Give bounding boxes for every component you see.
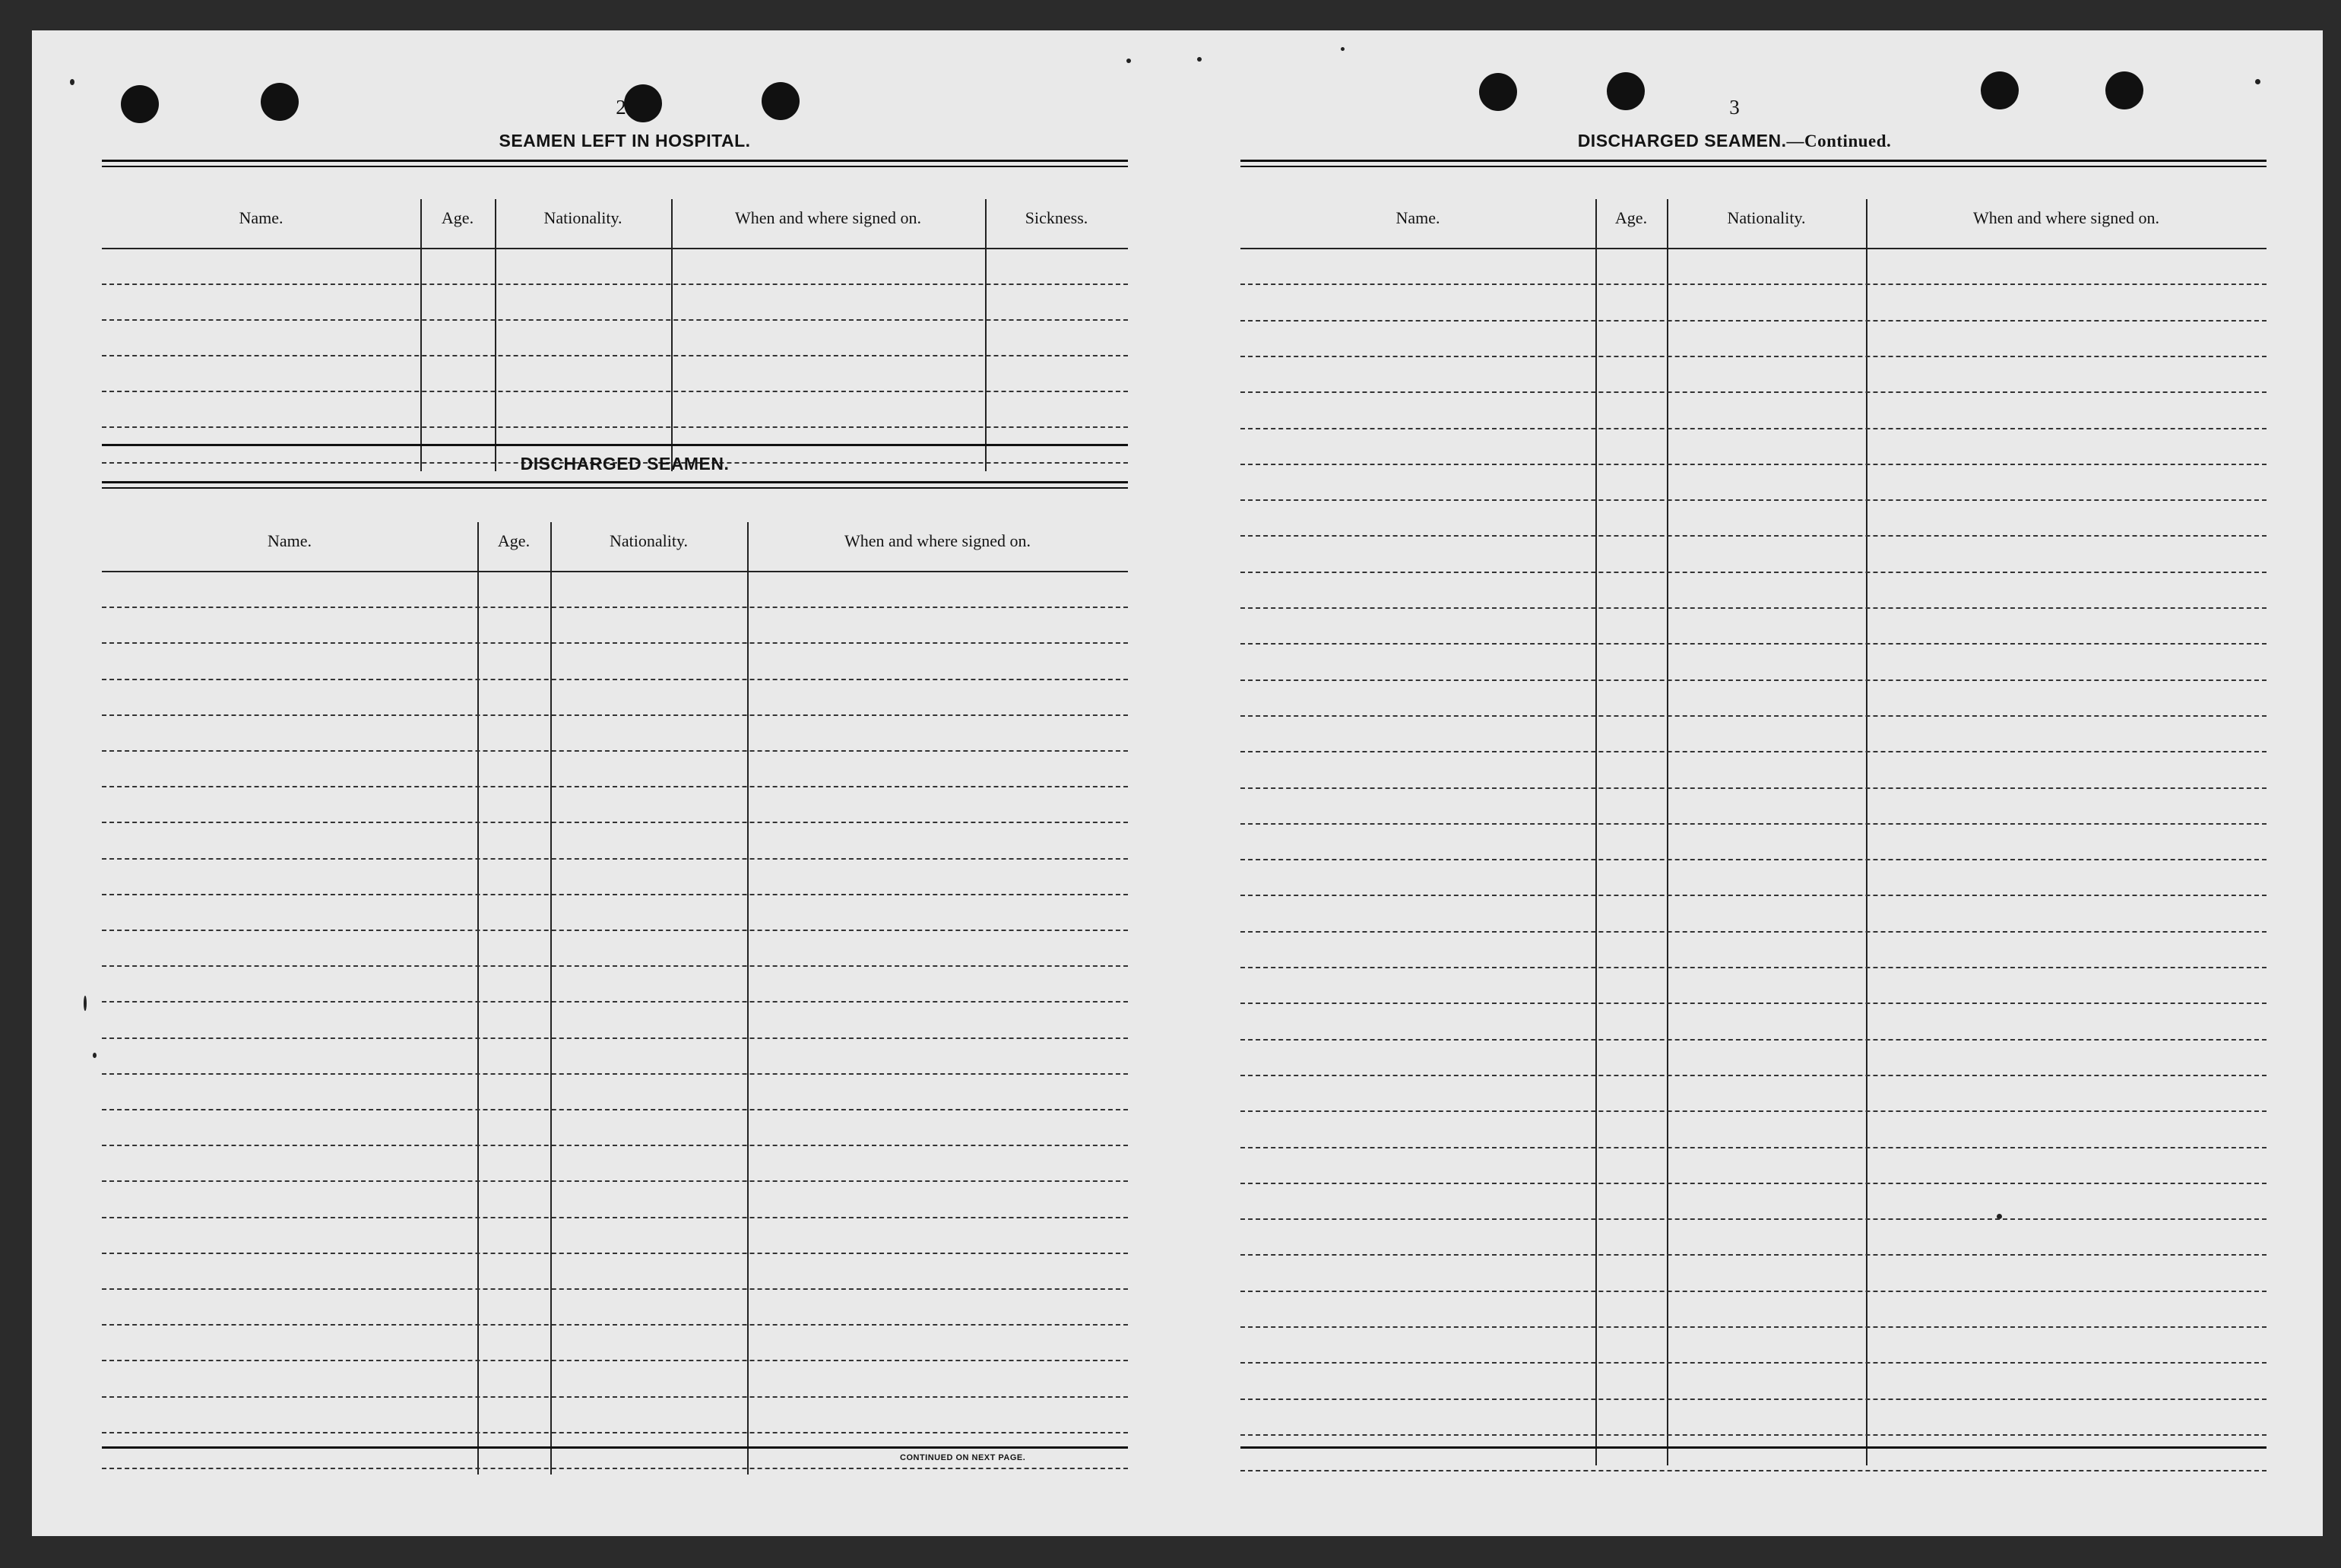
table-row[interactable] bbox=[1240, 499, 2267, 501]
table-row[interactable] bbox=[1240, 931, 2267, 933]
continued-footnote: CONTINUED ON NEXT PAGE. bbox=[900, 1453, 1026, 1462]
punch-hole bbox=[2105, 71, 2143, 109]
table-row[interactable] bbox=[102, 1037, 1128, 1039]
table-row[interactable] bbox=[102, 642, 1128, 644]
column-header: Name. bbox=[239, 208, 284, 227]
table-row[interactable] bbox=[1240, 1470, 2267, 1471]
table-row[interactable] bbox=[1240, 607, 2267, 609]
section-rule bbox=[102, 444, 1128, 446]
table-row[interactable] bbox=[1240, 1147, 2267, 1148]
table-row[interactable] bbox=[1240, 859, 2267, 860]
table-row[interactable] bbox=[102, 714, 1128, 716]
table-row[interactable] bbox=[1240, 1399, 2267, 1400]
table-row[interactable] bbox=[1240, 1254, 2267, 1256]
column-divider bbox=[477, 522, 479, 1475]
table-row[interactable] bbox=[1240, 1362, 2267, 1364]
page-number-left: 2 bbox=[616, 96, 626, 119]
table-row[interactable] bbox=[102, 965, 1128, 967]
table-row[interactable] bbox=[102, 1001, 1128, 1003]
table-row[interactable] bbox=[1240, 1110, 2267, 1112]
right-title-suffix: —Continued. bbox=[1786, 131, 1892, 150]
table-row[interactable] bbox=[1240, 1326, 2267, 1328]
bottom-rule bbox=[1240, 1446, 2267, 1449]
column-header: Nationality. bbox=[1727, 208, 1806, 227]
table-row[interactable] bbox=[1240, 572, 2267, 573]
page-number-right: 3 bbox=[1729, 96, 1740, 119]
column-divider bbox=[420, 199, 422, 471]
column-divider bbox=[495, 199, 496, 471]
table-row[interactable] bbox=[1240, 787, 2267, 789]
table-row[interactable] bbox=[1240, 391, 2267, 393]
table-row[interactable] bbox=[102, 1217, 1128, 1218]
column-header: When and where signed on. bbox=[1973, 208, 2159, 227]
table-row[interactable] bbox=[1240, 1003, 2267, 1004]
discharged-section-title: DISCHARGED SEAMEN. bbox=[520, 454, 730, 474]
table-row[interactable] bbox=[1240, 535, 2267, 537]
table-row[interactable] bbox=[102, 750, 1128, 752]
column-header: Sickness. bbox=[1025, 208, 1088, 227]
column-divider bbox=[1866, 199, 1867, 1465]
table-row[interactable] bbox=[1240, 643, 2267, 645]
table-row[interactable] bbox=[1240, 284, 2267, 285]
table-row[interactable] bbox=[1240, 823, 2267, 825]
bottom-rule bbox=[102, 1446, 1128, 1449]
table-row[interactable] bbox=[102, 391, 1128, 392]
column-divider bbox=[985, 199, 987, 471]
table-row[interactable] bbox=[102, 426, 1128, 428]
table-row[interactable] bbox=[1240, 715, 2267, 717]
speck bbox=[93, 1053, 97, 1058]
punch-hole bbox=[762, 82, 800, 120]
table-row[interactable] bbox=[1240, 895, 2267, 896]
table-row[interactable] bbox=[102, 786, 1128, 787]
column-header: Name. bbox=[1395, 208, 1440, 227]
table-row[interactable] bbox=[102, 284, 1128, 285]
double-rule bbox=[102, 481, 1128, 483]
column-divider bbox=[1667, 199, 1668, 1465]
table-row[interactable] bbox=[102, 607, 1128, 608]
table-row[interactable] bbox=[102, 1396, 1128, 1398]
column-header: When and where signed on. bbox=[735, 208, 921, 227]
speck bbox=[1197, 57, 1202, 62]
header-underline bbox=[102, 248, 1128, 249]
discharged-table-right bbox=[1240, 169, 2267, 1461]
table-row[interactable] bbox=[1240, 1075, 2267, 1076]
table-row[interactable] bbox=[102, 1324, 1128, 1326]
table-row[interactable] bbox=[1240, 751, 2267, 752]
speck bbox=[1126, 59, 1131, 63]
column-header: Nationality. bbox=[609, 531, 689, 550]
table-row[interactable] bbox=[1240, 1218, 2267, 1220]
table-row[interactable] bbox=[1240, 967, 2267, 968]
table-row[interactable] bbox=[102, 679, 1128, 680]
speck bbox=[84, 996, 87, 1011]
table-row[interactable] bbox=[102, 894, 1128, 895]
punch-hole bbox=[1479, 73, 1517, 111]
table-row[interactable] bbox=[1240, 464, 2267, 465]
double-rule bbox=[1240, 160, 2267, 162]
speck bbox=[1341, 47, 1345, 51]
table-row[interactable] bbox=[102, 858, 1128, 860]
column-header: Age. bbox=[1614, 208, 1648, 227]
table-row[interactable] bbox=[102, 822, 1128, 823]
document-sheet bbox=[32, 30, 2323, 1536]
punch-hole bbox=[121, 85, 159, 123]
right-section-title bbox=[1522, 131, 1947, 151]
table-row[interactable] bbox=[1240, 679, 2267, 681]
table-row[interactable] bbox=[102, 1145, 1128, 1146]
table-row[interactable] bbox=[102, 1288, 1128, 1290]
table-row[interactable] bbox=[102, 1468, 1128, 1469]
punch-hole bbox=[261, 83, 299, 121]
hospital-section-title: SEAMEN LEFT IN HOSPITAL. bbox=[499, 131, 751, 150]
table-row[interactable] bbox=[1240, 1183, 2267, 1184]
right-title-text: DISCHARGED SEAMEN. bbox=[1577, 131, 1787, 150]
table-row[interactable] bbox=[102, 1109, 1128, 1110]
table-row[interactable] bbox=[1240, 1039, 2267, 1041]
column-divider bbox=[1595, 199, 1597, 1465]
table-row[interactable] bbox=[102, 1360, 1128, 1361]
double-rule bbox=[102, 160, 1128, 162]
table-row[interactable] bbox=[102, 355, 1128, 356]
header-underline bbox=[102, 571, 1128, 572]
punch-hole bbox=[1607, 72, 1645, 110]
punch-hole bbox=[1981, 71, 2019, 109]
discharged-table-left bbox=[102, 492, 1128, 1472]
column-divider bbox=[671, 199, 673, 471]
column-header: Nationality. bbox=[543, 208, 622, 227]
table-row[interactable] bbox=[1240, 356, 2267, 357]
speck bbox=[70, 79, 74, 85]
speck bbox=[2255, 79, 2260, 84]
column-divider bbox=[747, 522, 749, 1475]
table-row[interactable] bbox=[102, 1253, 1128, 1254]
column-header: When and where signed on. bbox=[844, 531, 1031, 550]
table-row[interactable] bbox=[1240, 1291, 2267, 1292]
table-row[interactable] bbox=[102, 1073, 1128, 1075]
table-row[interactable] bbox=[1240, 428, 2267, 429]
table-row[interactable] bbox=[102, 1432, 1128, 1433]
table-row[interactable] bbox=[1240, 1434, 2267, 1436]
column-header: Name. bbox=[267, 531, 312, 550]
column-header: Age. bbox=[441, 208, 474, 227]
table-row[interactable] bbox=[102, 930, 1128, 931]
header-underline bbox=[1240, 248, 2267, 249]
table-row[interactable] bbox=[102, 1180, 1128, 1182]
hospital-table bbox=[102, 169, 1128, 474]
column-header: Age. bbox=[497, 531, 531, 550]
table-row[interactable] bbox=[1240, 320, 2267, 322]
table-row[interactable] bbox=[102, 319, 1128, 321]
column-divider bbox=[550, 522, 552, 1475]
